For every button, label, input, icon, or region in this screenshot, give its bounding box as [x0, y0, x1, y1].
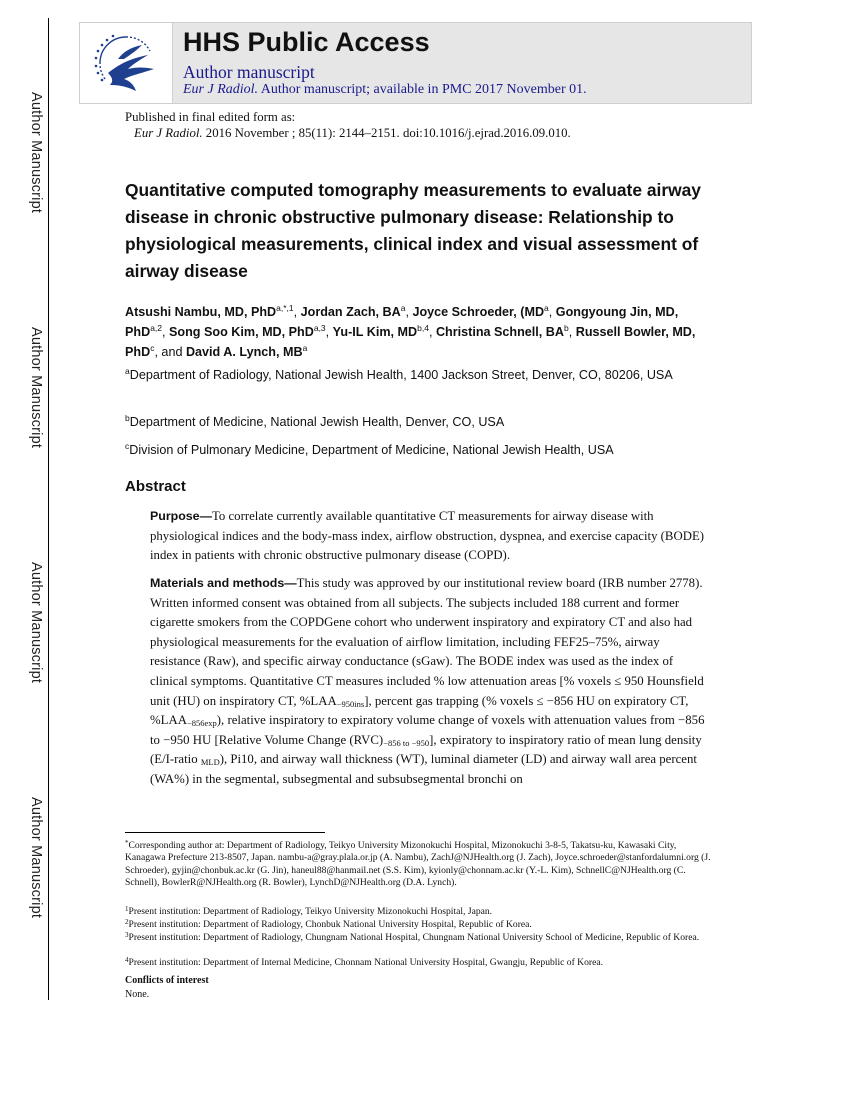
footnote-sup: 1: [125, 905, 129, 913]
corresponding-author-footnote: [125, 840, 715, 890]
affiliation-text: Department of Medicine, National Jewish Health, Denver, CO, USA: [129, 415, 505, 429]
methods-label: Materials and methods—: [150, 576, 297, 590]
author-name: Jordan Zach, BA: [300, 305, 401, 319]
footnote: [125, 957, 715, 969]
footnote-sup: 4: [125, 956, 129, 964]
hhs-eagle-icon: [88, 29, 164, 97]
author-sup: c: [150, 343, 155, 353]
abstract-methods: [150, 574, 705, 790]
footnote-text: Present institution: Department of Radiology, Chungnam National Hospital, Chungnam National University School of Medicine, Republic of Korea.: [128, 932, 700, 943]
footnote-text: Corresponding author at: Department of Radiology, Teikyo University Mizonokuchi Hospital, Mizonokuchi 3-8-5, Takatsu-ku, Kawasaki City, Kanagawa Prefecture 213-8507, Japan. nambu-a@gray.plala.or.jp (A. Nambu), ZachJ@NJHealth.org (J. Zach), Joyce.schroeder@stanfordalumni.org (J. Schroeder), gyjin@chonbuk.ac.kr (G. Jin), haneul88@hanmail.net (S.S. Kim), kyionly@chonnam.ac.kr (Y.-L. Kim), SchnellC@NJHealth.org (C. Schnell), BowlerR@NJHealth.org (R. Bowler), LynchD@NJHealth.org (D.A. Lynch).: [125, 840, 711, 889]
author-sep: ,: [293, 305, 301, 319]
methods-text: ), relative inspiratory to expiratory volume change of voxels with attenuation values from −856 to −950 HU [Relative Volume Change (RVC): [150, 713, 705, 747]
affiliation: [125, 440, 715, 460]
author-sep: ,: [405, 305, 413, 319]
banner-title: HHS Public Access: [183, 27, 430, 57]
methods-subscript: MLD: [200, 757, 220, 768]
author-sep: ,: [428, 325, 436, 339]
author-name: Christina Schnell, BA: [435, 325, 564, 339]
author-name: David A. Lynch, MB: [185, 345, 303, 359]
side-label-author-manuscript: Author Manuscript: [28, 562, 44, 684]
author-name: Joyce Schroeder, (MD: [412, 305, 545, 319]
author-name: Atsushi Nambu, MD, PhD: [125, 305, 277, 319]
footnote: [125, 932, 715, 944]
purpose-label: Purpose—: [150, 509, 212, 523]
conflicts-heading: Conflicts of interest: [125, 975, 209, 986]
hhs-logo: [80, 23, 173, 103]
affiliation-text: Division of Pulmonary Medicine, Department of Medicine, National Jewish Health, USA: [129, 443, 614, 457]
published-label: Published in final edited form as:: [125, 110, 296, 124]
abstract-purpose: [150, 507, 705, 566]
article-title: Quantitative computed tomography measurements to evaluate airway disease in chronic obstructive pulmonary disease: Relationship to physiological measurements, clinical index and visual assessment of airway disease: [125, 180, 701, 281]
methods-text: ], percent gas trapping (% voxels ≤ −856 HU on expiratory CT, %LAA: [150, 693, 689, 728]
methods-text: ], expiratory to inspiratory ratio of mean lung density (E/I-ratio: [150, 732, 702, 767]
methods-subscript: −856 to −950: [383, 737, 430, 748]
author-sup: a: [400, 303, 406, 313]
abstract-heading: Abstract: [125, 478, 186, 495]
footnote-sup: *: [125, 839, 129, 847]
author-name: Song Soo Kim, MD, PhD: [169, 325, 314, 339]
author-sup: a,3: [313, 323, 326, 333]
footnote-sup: 3: [125, 931, 129, 939]
author-sup: a,*,1: [276, 303, 294, 313]
author-sup: a,2: [150, 323, 163, 333]
banner-availability: Author manuscript; available in PMC 2017 November 01.: [258, 82, 587, 97]
methods-text: This study was approved by our institutional review board (IRB number 2778). Written informed consent was obtained from all subjects. The subjects included 188 current and former cigarette smokers from the COPDGene cohort who underwent inspiratory and expiratory CT and also had physiological measurements for the evaluation of airflow limitation, including FEF25–75%, airway resistance (Raw), and specific airway conductance (sGaw). The BODE index was used as the index of clinical symptoms. Quantitative CT measures included % low attenuation areas [% voxels ≤ 950 Hounsfield unit (HU) on inspiratory CT, %LAA: [150, 576, 704, 708]
footnote-text: Present institution: Department of Radiology, Chonbuk National University Hospital, Republic of Korea.: [128, 919, 532, 930]
footnote-divider: [125, 832, 325, 833]
banner-citation: [183, 82, 587, 98]
author-sup: b,4: [417, 323, 429, 333]
purpose-text: To correlate currently available quantitative CT measurements for airway disease with physiological indices and the body-mass index, airflow obstruction, dyspnea, and exercise capacity (BODE) index in patients with chronic obstructive pulmonary disease (COPD).: [150, 509, 705, 563]
published-details: 2016 November ; 85(11): 2144–2151. doi:10.1016/j.ejrad.2016.09.010.: [202, 126, 571, 140]
hhs-banner: [79, 22, 752, 104]
author-sup: a: [544, 303, 549, 313]
author-name: Yu-IL Kim, MD: [332, 325, 418, 339]
affiliation: [125, 365, 715, 385]
affiliation: [125, 412, 715, 432]
author-name: Russell Bowler, MD, PhD: [125, 325, 696, 359]
affiliation-sup: c: [125, 441, 130, 451]
left-margin-rule: [48, 18, 49, 1000]
author-sep: ,: [325, 325, 333, 339]
author-sep: , and: [154, 345, 186, 359]
affiliation-text: Department of Radiology, National Jewish Health, 1400 Jackson Street, Denver, CO, 80206, USA: [129, 368, 673, 382]
published-journal: Eur J Radiol.: [134, 126, 203, 140]
author-list: [125, 302, 715, 362]
methods-subscript: −856exp: [186, 718, 217, 729]
banner-journal: Eur J Radiol.: [183, 82, 259, 97]
methods-subscript: −950ins: [336, 698, 365, 709]
side-label-author-manuscript: Author Manuscript: [28, 797, 44, 919]
side-label-author-manuscript: Author Manuscript: [28, 92, 44, 214]
methods-text: ), Pi10, and airway wall thickness (WT), luminal diameter (LD) and airway wall area percent (WA%) in the segmental, subsegmental and subsubsegmental bronchi on: [150, 752, 697, 786]
affiliation-sup: b: [125, 413, 130, 423]
author-sep: ,: [568, 325, 576, 339]
author-sep: ,: [162, 325, 170, 339]
published-citation: [134, 126, 571, 141]
footnote-text: Present institution: Department of Internal Medicine, Chonnam National University Hospital, Gwangju, Republic of Korea.: [128, 957, 604, 968]
footnote-text: Present institution: Department of Radiology, Teikyo University Mizonokuchi Hospital, Japan.: [128, 906, 493, 917]
conflicts-text: None.: [125, 989, 150, 1000]
author-sup: a: [302, 343, 308, 353]
author-sup: b: [564, 323, 569, 333]
side-label-author-manuscript: Author Manuscript: [28, 327, 44, 449]
author-name: Gongyoung Jin, MD, PhD: [125, 305, 679, 339]
footnote-sup: 2: [125, 918, 129, 926]
author-sep: ,: [548, 305, 556, 319]
banner-subtitle: Author manuscript: [183, 62, 315, 82]
footnote: [125, 906, 715, 918]
footnote: [125, 919, 715, 931]
affiliation-sup: a: [125, 366, 130, 376]
